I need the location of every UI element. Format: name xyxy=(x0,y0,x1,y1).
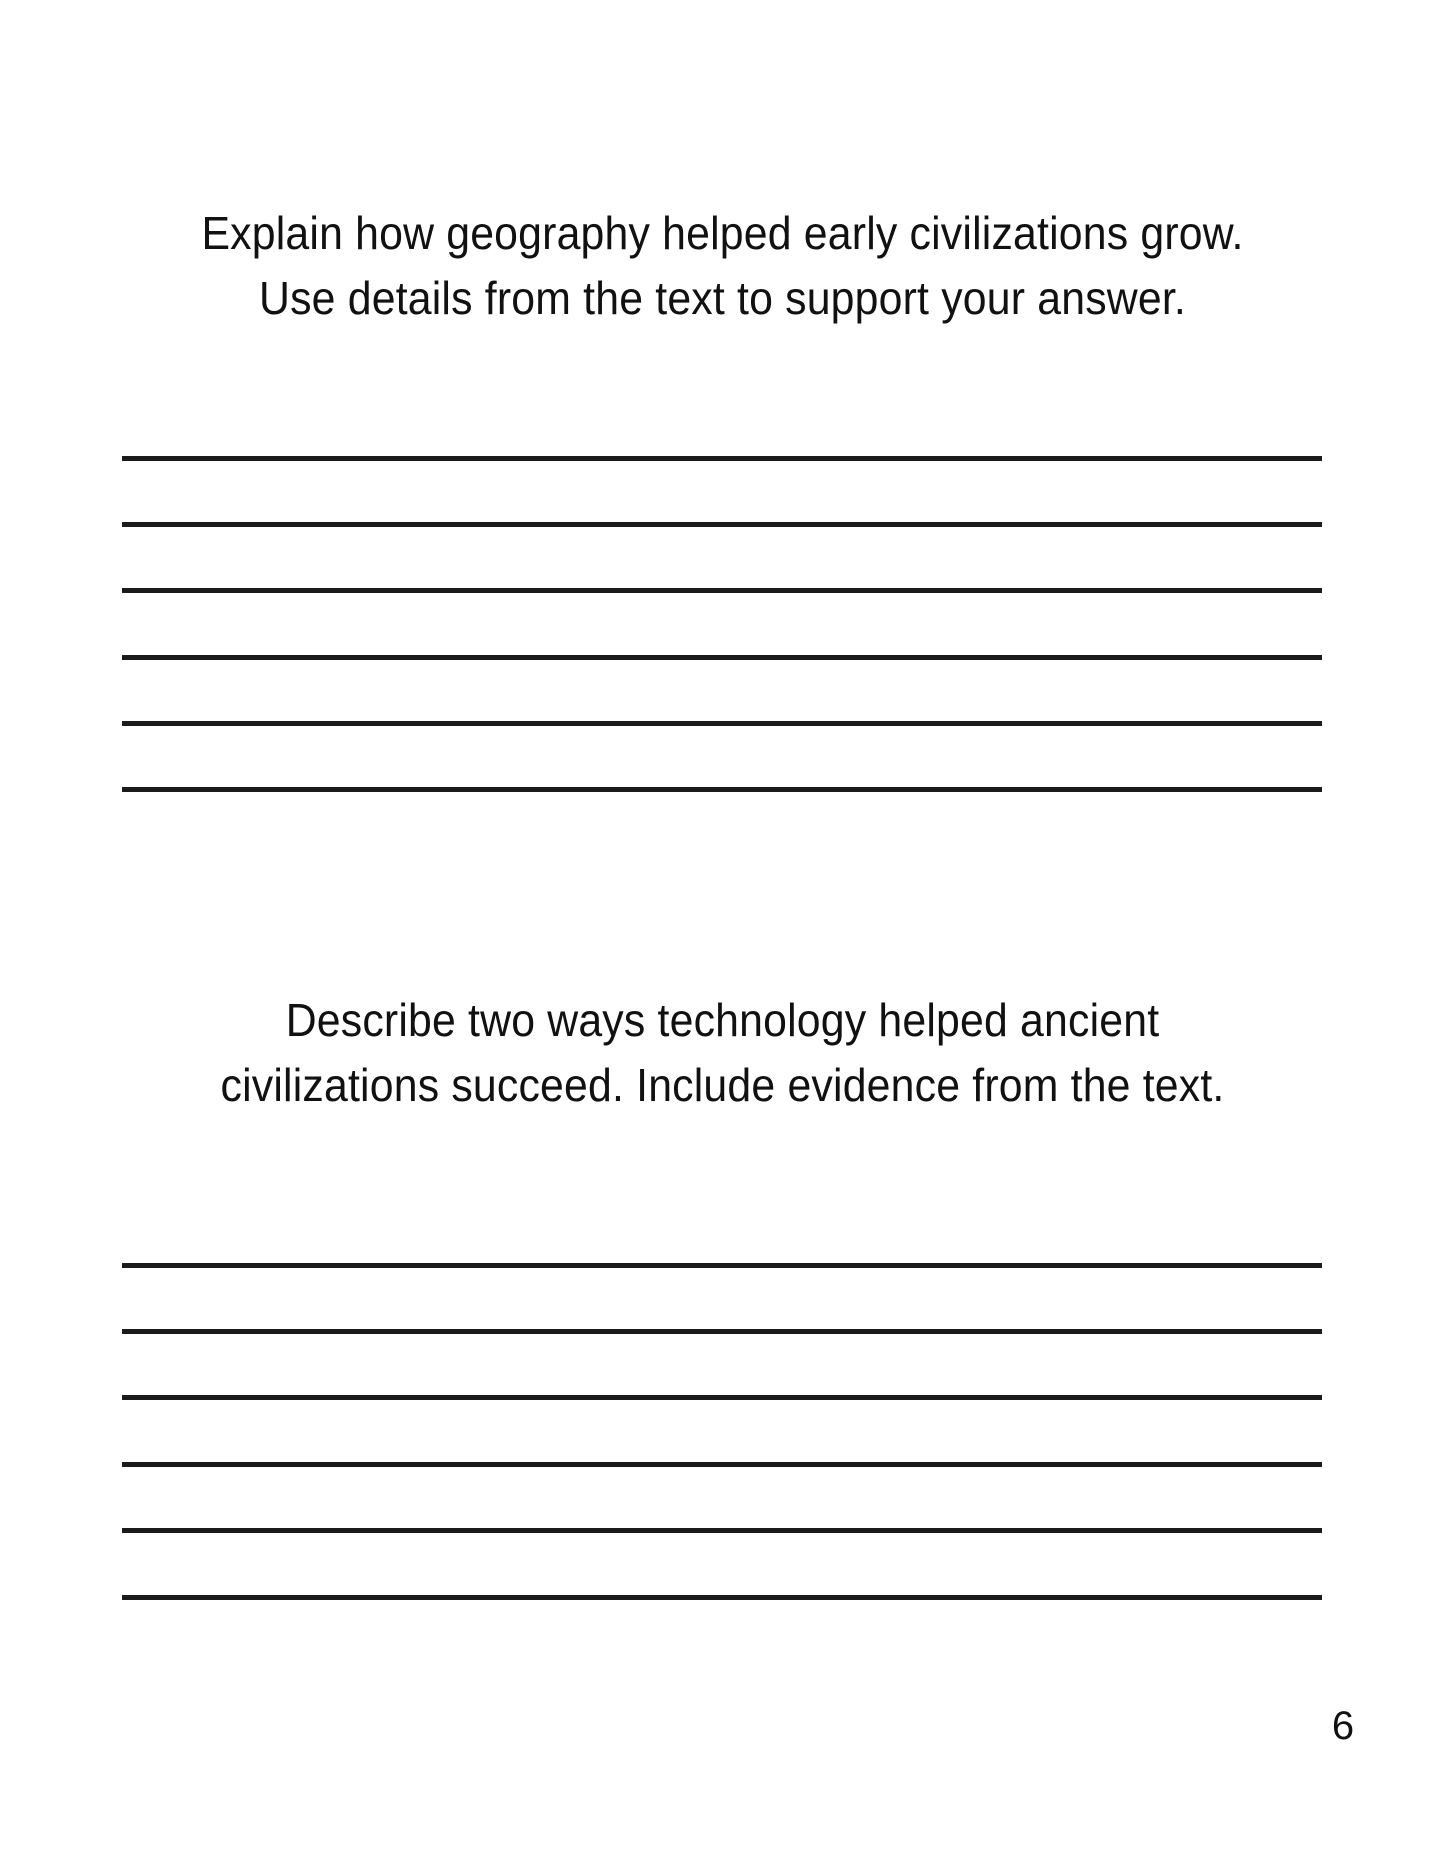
answer-line[interactable] xyxy=(122,655,1322,660)
answer-line[interactable] xyxy=(122,1462,1322,1467)
answer-line[interactable] xyxy=(122,1528,1322,1533)
answer-line[interactable] xyxy=(122,522,1322,527)
answer-line[interactable] xyxy=(122,1395,1322,1400)
answer-line[interactable] xyxy=(122,588,1322,593)
answer-line[interactable] xyxy=(122,456,1322,461)
answer-line[interactable] xyxy=(122,787,1322,792)
question-1-prompt: Explain how geography helped early civilizations grow. Use details from the text to support your answer. xyxy=(201,207,1244,324)
answer-line[interactable] xyxy=(122,1595,1322,1600)
answer-line[interactable] xyxy=(122,721,1322,726)
answer-line[interactable] xyxy=(122,1263,1322,1268)
page-number: 6 xyxy=(1331,1704,1355,1748)
question-2-prompt: Describe two ways technology helped ancient civilizations succeed. Include evidence from the text. xyxy=(220,994,1225,1111)
answer-line[interactable] xyxy=(122,1329,1322,1334)
